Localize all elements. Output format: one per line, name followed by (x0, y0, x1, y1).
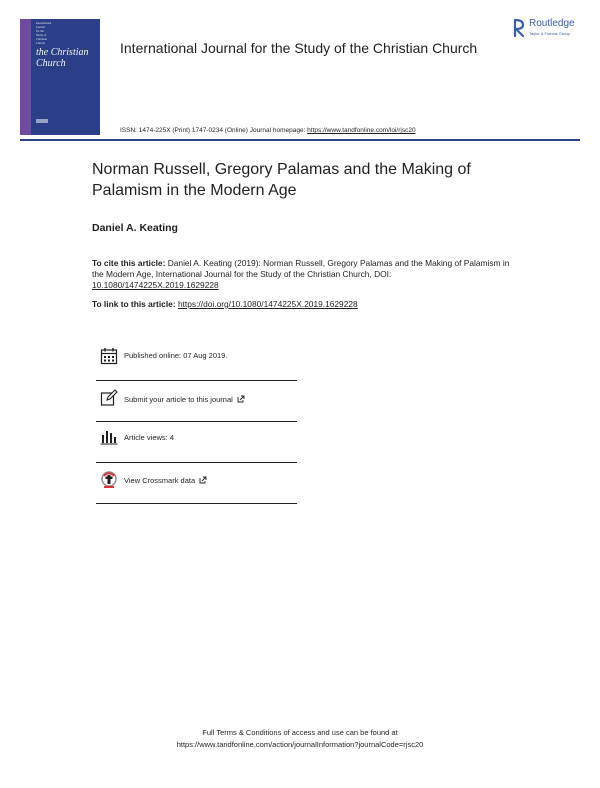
citation-text: Daniel A. Keating (2019): Norman Russell, Gregory Palamas and the Making of Palamism in the Modern Age, International Journal for the Study of the Christian Church, DOI: (92, 258, 510, 279)
article-doi-link[interactable]: https://doi.org/10.1080/1474225X.2019.1629228 (177, 299, 358, 309)
publisher-subtitle: Taylor & Francis Group (529, 31, 570, 36)
submit-row[interactable] (100, 389, 296, 409)
external-link-icon (237, 395, 245, 403)
external-link-icon (199, 476, 207, 484)
header-divider (20, 139, 580, 141)
journal-homepage-link[interactable]: https://www.tandfonline.com/loi/rjsc20 (307, 127, 416, 134)
citation-label: To cite this article: (92, 258, 166, 268)
published-row (100, 347, 296, 367)
footer-text: Full Terms & Conditions of access and use can be found at (202, 728, 398, 737)
issn-line (120, 127, 416, 134)
article-author: Daniel A. Keating (92, 222, 178, 234)
submit-article-link[interactable]: Submit your article to this journal (124, 395, 245, 404)
publisher-name: Routledge (529, 18, 575, 29)
journal-cover (20, 19, 100, 135)
issn-text: ISSN: 1474-225X (Print) 1747-0234 (Online) Journal homepage: (120, 127, 308, 134)
crossmark-row[interactable] (100, 470, 296, 490)
meta-divider (96, 503, 297, 504)
cover-title: the Christian Church (36, 47, 89, 69)
journal-title: International Journal for the Study of the Christian Church (120, 40, 478, 56)
footer-terms-link[interactable]: https://www.tandfonline.com/action/journalInformation?journalCode=rjsc20 (176, 740, 424, 749)
meta-divider (96, 462, 297, 463)
link-label: To link to this article: (92, 299, 178, 309)
meta-divider (96, 380, 297, 381)
calendar-icon (100, 347, 118, 365)
cover-strip (20, 19, 31, 135)
crossmark-icon (100, 470, 118, 490)
article-views: Article views: 4 (124, 433, 175, 442)
publisher-logo (512, 17, 592, 41)
citation-block (92, 258, 512, 291)
bar-chart-icon (100, 429, 118, 445)
edit-icon (100, 389, 118, 407)
published-date: Published online: 07 Aug 2019. (124, 351, 228, 360)
cover-logo (36, 119, 48, 123)
meta-divider (96, 421, 297, 422)
views-row (100, 429, 296, 449)
crossmark-link[interactable]: View Crossmark data (124, 476, 207, 485)
citation-doi-link[interactable]: 10.1080/1474225X.2019.1629228 (92, 280, 219, 290)
routledge-icon (512, 18, 526, 38)
cover-top-text: International Journal for the Study of Christian Church (36, 21, 52, 45)
article-link-line (92, 299, 358, 309)
footer-terms (0, 727, 600, 751)
article-title: Norman Russell, Gregory Palamas and the Making of Palamism in the Modern Age (92, 161, 471, 199)
